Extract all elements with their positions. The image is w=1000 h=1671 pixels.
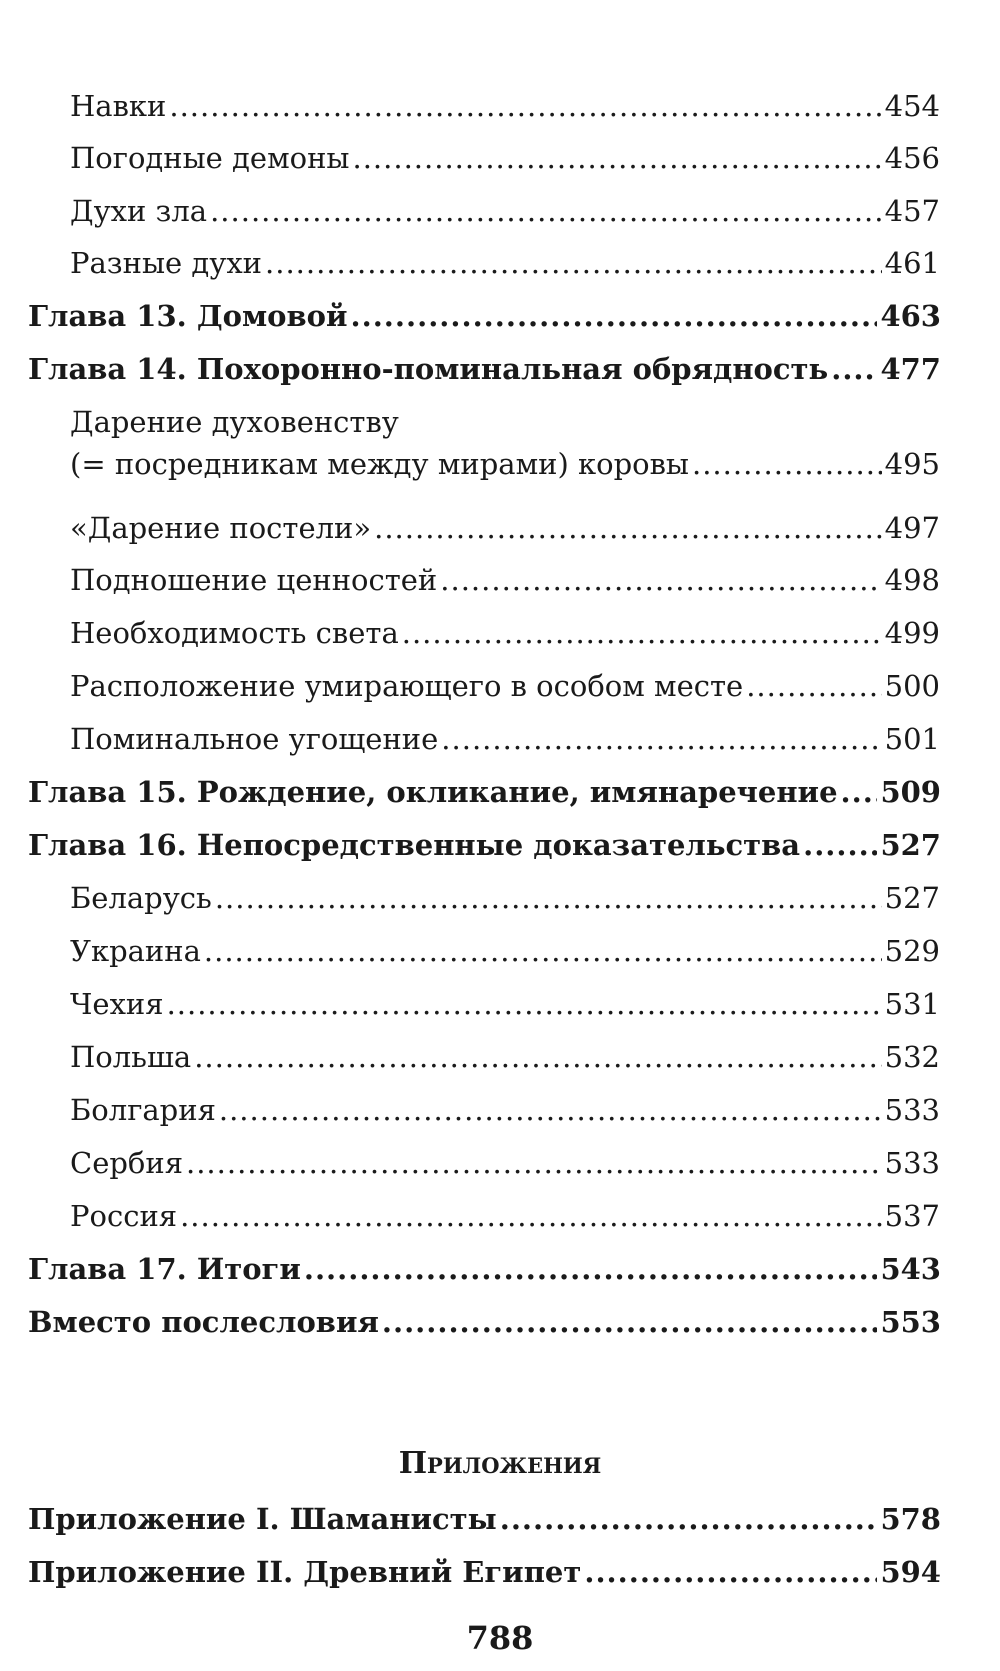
- toc-entry-title: Россия: [70, 1199, 178, 1233]
- toc-entry-title: (= посредникам между мирами) коровы: [70, 447, 689, 481]
- toc-chapter-title: Глава 17. Итоги: [28, 1252, 301, 1286]
- toc-chapter-title: Глава 14. Похоронно-поминальная обрядность: [28, 352, 829, 386]
- leader-dots: [841, 774, 878, 810]
- toc-entry-title: Разные духи: [70, 246, 263, 280]
- toc-entry-page: 533: [884, 1093, 940, 1127]
- toc-entry: [70, 1198, 940, 1234]
- toc-entry: [70, 668, 940, 704]
- leader-dots: [382, 1304, 878, 1340]
- leader-dots: [167, 986, 882, 1022]
- toc-entry-title: Подношение ценностей: [70, 563, 438, 597]
- toc-entry-page: 537: [884, 1199, 940, 1233]
- toc-entry-page: 532: [884, 1040, 940, 1074]
- toc-entry-title: Расположение умирающего в особом месте: [70, 669, 744, 703]
- toc-entry-title: Беларусь: [70, 881, 212, 915]
- leader-dots: [210, 193, 882, 229]
- toc-entry: [70, 404, 940, 482]
- toc-entry: [70, 986, 940, 1022]
- toc-chapter-title: Вместо послесловия: [28, 1305, 379, 1339]
- toc-chapter: [28, 827, 941, 863]
- leader-dots: [803, 827, 877, 863]
- toc-appendix-title: Приложение II. Древний Египет: [28, 1555, 582, 1589]
- toc-entry: [70, 140, 940, 176]
- toc-entry-title-line1: Дарение духовенству: [70, 405, 399, 439]
- toc-chapter: [28, 774, 941, 810]
- leader-dots: [831, 351, 877, 387]
- toc-chapter-page: 509: [880, 775, 941, 809]
- leader-dots: [351, 298, 878, 334]
- toc-entry-title: Погодные демоны: [70, 141, 350, 175]
- toc-entry-page: 495: [884, 447, 940, 481]
- toc-entry: [70, 245, 940, 281]
- toc-appendix: [28, 1554, 941, 1590]
- toc-appendix-page: 594: [880, 1555, 941, 1589]
- toc-chapter-title: Глава 13. Домовой: [28, 299, 348, 333]
- toc-chapter: [28, 298, 941, 334]
- toc-chapter: [28, 1304, 941, 1340]
- toc-entry-page: 498: [884, 563, 940, 597]
- toc-chapter-page: 553: [880, 1305, 941, 1339]
- leader-dots: [692, 446, 882, 482]
- toc-entry: [70, 721, 940, 757]
- toc-chapter: [28, 351, 941, 387]
- leader-dots: [265, 245, 882, 281]
- leader-dots: [194, 1039, 881, 1075]
- toc-entry-title: Польша: [70, 1040, 192, 1074]
- toc-entry: [70, 562, 940, 598]
- toc-entry: [70, 615, 940, 651]
- toc-chapter: [28, 1251, 941, 1287]
- leader-dots: [584, 1554, 877, 1590]
- toc-entry-title: Болгария: [70, 1093, 216, 1127]
- leader-dots: [374, 510, 882, 546]
- toc-entry-line2: [70, 446, 940, 482]
- toc-appendix-page: 578: [880, 1502, 941, 1536]
- page-number: 788: [466, 1619, 534, 1657]
- toc-chapter-title: Глава 15. Рождение, окликание, имянаречение: [28, 775, 838, 809]
- toc-entry: [70, 88, 940, 124]
- toc-chapter-title: Глава 16. Непосредственные доказательства: [28, 828, 801, 862]
- toc-entry: [70, 1039, 940, 1075]
- leader-dots: [180, 1198, 882, 1234]
- toc-entry: [70, 1092, 940, 1128]
- leader-dots: [169, 88, 881, 124]
- toc-entry-title: Украина: [70, 934, 201, 968]
- toc-entry-title: «Дарение постели»: [70, 511, 372, 545]
- toc-entry-page: 533: [884, 1146, 940, 1180]
- leader-dots: [402, 615, 882, 651]
- toc-entry-page: 456: [884, 141, 940, 175]
- leader-dots: [440, 562, 881, 598]
- toc-entry: [70, 193, 940, 229]
- toc-entry-page: 500: [884, 669, 940, 703]
- toc-entry-page: 527: [884, 881, 940, 915]
- toc-entry: [70, 933, 940, 969]
- toc-chapter-page: 477: [880, 352, 941, 386]
- toc-entry-title: Сербия: [70, 1146, 183, 1180]
- leader-dots: [441, 721, 881, 757]
- toc-appendix-title: Приложение I. Шаманисты: [28, 1502, 497, 1536]
- leader-dots: [215, 880, 882, 916]
- leader-dots: [304, 1251, 878, 1287]
- leader-dots: [204, 933, 882, 969]
- toc-entry-page: 454: [884, 89, 940, 123]
- toc-entry: [70, 510, 940, 546]
- toc-entry: [70, 1145, 940, 1181]
- toc-entry-page: 501: [884, 722, 940, 756]
- toc-entry-page: 457: [884, 194, 940, 228]
- appendix-section-heading: Приложения: [398, 1446, 602, 1481]
- toc-chapter-page: 527: [880, 828, 941, 862]
- toc-entry-title: Духи зла: [70, 194, 208, 228]
- toc-chapter-page: 463: [880, 299, 941, 333]
- toc-entry-title: Поминальное угощение: [70, 722, 439, 756]
- toc-appendix: [28, 1501, 941, 1537]
- leader-dots: [186, 1145, 882, 1181]
- toc-entry-page: 499: [884, 616, 940, 650]
- toc-entry-page: 531: [884, 987, 940, 1021]
- toc-entry: [70, 880, 940, 916]
- toc-entry-title: Необходимость света: [70, 616, 399, 650]
- toc-entry-title: Навки: [70, 89, 167, 123]
- toc-entry-title: Чехия: [70, 987, 164, 1021]
- toc-entry-page: 461: [884, 246, 940, 280]
- leader-dots: [500, 1501, 878, 1537]
- leader-dots: [746, 668, 881, 704]
- leader-dots: [353, 140, 882, 176]
- leader-dots: [219, 1092, 882, 1128]
- toc-entry-page: 529: [884, 934, 940, 968]
- toc-entry-page: 497: [884, 511, 940, 545]
- toc-chapter-page: 543: [880, 1252, 941, 1286]
